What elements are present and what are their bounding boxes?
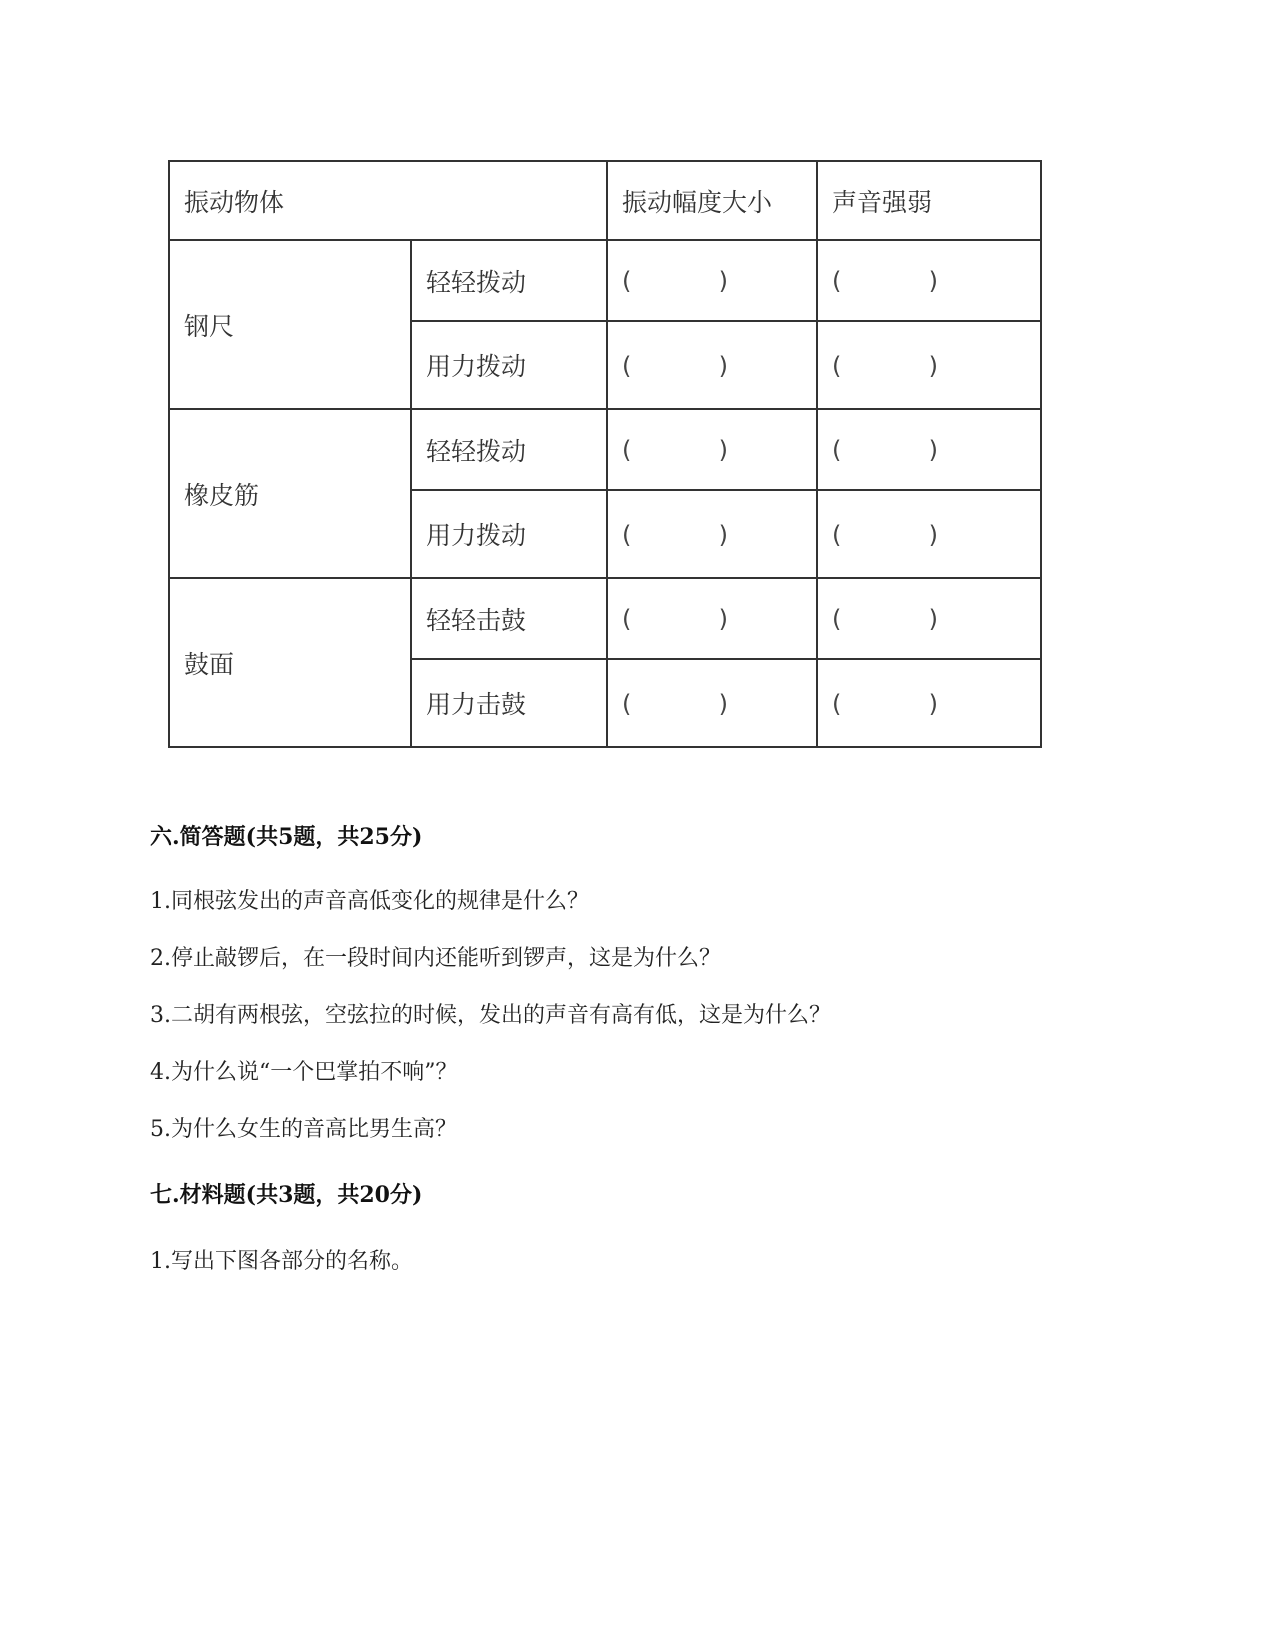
loudness-answer-blank[interactable] xyxy=(817,409,1041,490)
object-cell: 鼓面 xyxy=(169,578,411,747)
question-item: 4.为什么说“一个巴掌拍不响”？ xyxy=(150,1060,458,1085)
open-paren: ( xyxy=(832,520,842,549)
close-paren: ) xyxy=(928,520,939,549)
question-item: 5.为什么女生的音高比男生高？ xyxy=(150,1117,457,1142)
close-paren: ) xyxy=(718,436,729,464)
close-paren: ) xyxy=(928,351,939,380)
loudness-answer-blank[interactable] xyxy=(817,321,1041,409)
loudness-answer-blank[interactable] xyxy=(817,659,1041,747)
amplitude-answer-blank[interactable] xyxy=(607,578,817,659)
close-paren: ) xyxy=(718,351,729,380)
question-item: 1.写出下图各部分的名称。 xyxy=(150,1249,413,1274)
table-row xyxy=(169,578,1041,659)
open-paren: ( xyxy=(622,520,632,549)
close-paren: ) xyxy=(718,267,729,295)
amplitude-answer-blank[interactable] xyxy=(607,240,817,321)
table-header-row xyxy=(169,161,1041,240)
amplitude-answer-blank[interactable] xyxy=(607,490,817,578)
open-paren: ( xyxy=(622,351,632,380)
section-six-title: 六.简答题(共5题，共25分) xyxy=(150,824,423,850)
open-paren: ( xyxy=(832,605,842,633)
section-seven-title: 七.材料题(共3题，共20分) xyxy=(150,1182,423,1208)
loudness-answer-blank[interactable] xyxy=(817,578,1041,659)
amplitude-answer-blank[interactable] xyxy=(607,409,817,490)
open-paren: ( xyxy=(622,267,632,295)
open-paren: ( xyxy=(832,689,842,718)
close-paren: ) xyxy=(928,267,939,295)
header-loudness: 声音强弱 xyxy=(817,161,1041,240)
open-paren: ( xyxy=(832,351,842,380)
action-cell: 用力拨动 xyxy=(411,490,607,578)
loudness-answer-blank[interactable] xyxy=(817,490,1041,578)
experiment-table xyxy=(168,160,1042,748)
open-paren: ( xyxy=(832,267,842,295)
open-paren: ( xyxy=(832,436,842,464)
close-paren: ) xyxy=(718,689,729,718)
close-paren: ) xyxy=(928,689,939,718)
action-cell: 轻轻拨动 xyxy=(411,240,607,321)
amplitude-answer-blank[interactable] xyxy=(607,659,817,747)
object-cell: 钢尺 xyxy=(169,240,411,409)
action-cell: 轻轻拨动 xyxy=(411,409,607,490)
close-paren: ) xyxy=(718,520,729,549)
open-paren: ( xyxy=(622,436,632,464)
open-paren: ( xyxy=(622,605,632,633)
question-item: 1.同根弦发出的声音高低变化的规律是什么？ xyxy=(150,889,589,914)
close-paren: ) xyxy=(718,605,729,633)
close-paren: ) xyxy=(928,436,939,464)
open-paren: ( xyxy=(622,689,632,718)
action-cell: 用力拨动 xyxy=(411,321,607,409)
object-cell: 橡皮筋 xyxy=(169,409,411,578)
close-paren: ) xyxy=(928,605,939,633)
amplitude-answer-blank[interactable] xyxy=(607,321,817,409)
header-amplitude: 振动幅度大小 xyxy=(607,161,817,240)
header-vibrating-object: 振动物体 xyxy=(169,161,607,240)
action-cell: 用力击鼓 xyxy=(411,659,607,747)
question-item: 3.二胡有两根弦，空弦拉的时候，发出的声音有高有低，这是为什么？ xyxy=(150,1003,831,1028)
table-row xyxy=(169,240,1041,321)
table-row xyxy=(169,409,1041,490)
loudness-answer-blank[interactable] xyxy=(817,240,1041,321)
question-item: 2.停止敲锣后，在一段时间内还能听到锣声，这是为什么？ xyxy=(150,946,721,971)
action-cell: 轻轻击鼓 xyxy=(411,578,607,659)
